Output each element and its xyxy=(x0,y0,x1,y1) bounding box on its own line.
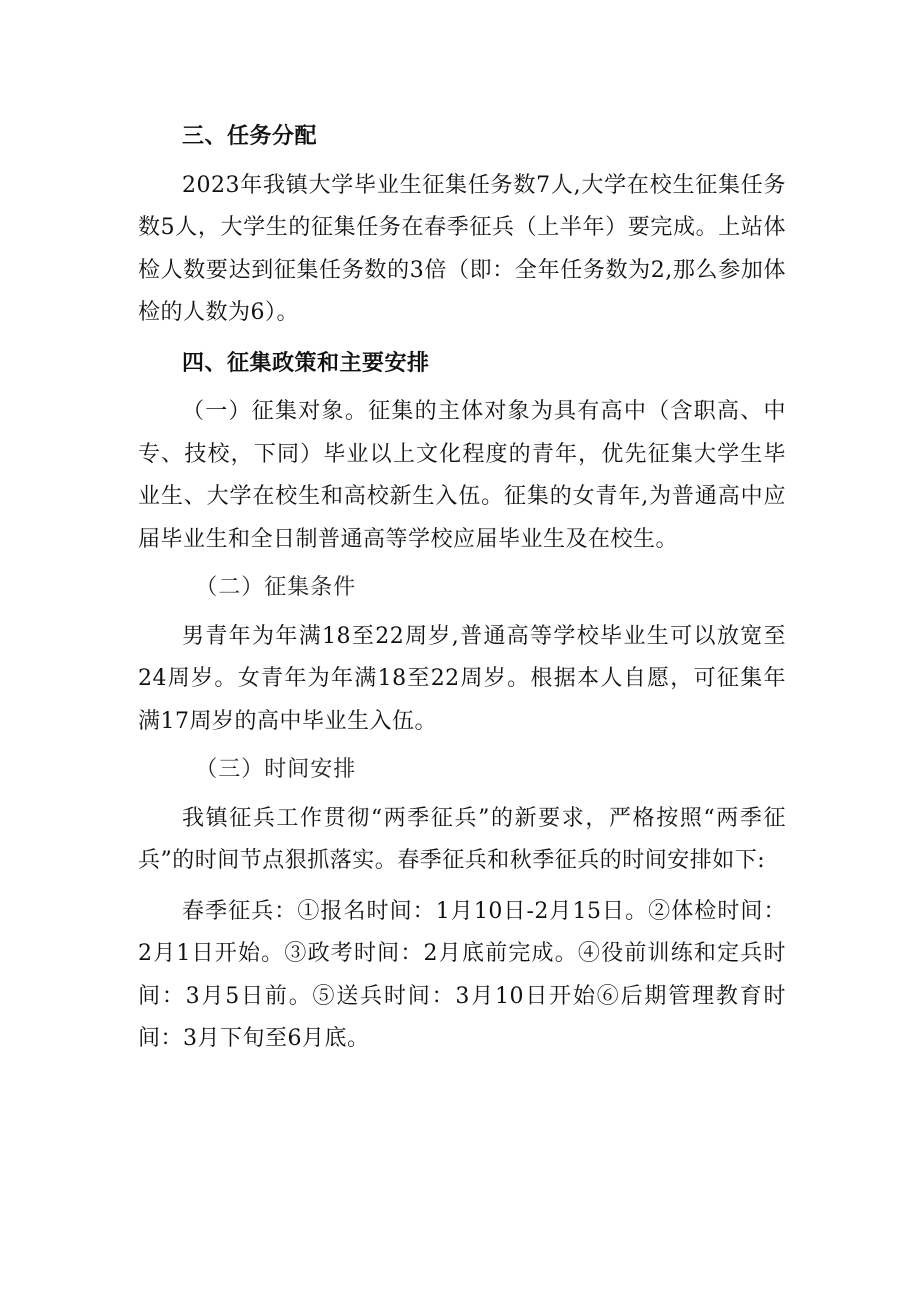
item-2-paragraph: 男青年为年满18至22周岁,普通高等学校毕业生可以放宽至24周岁。女青年为年满18至22周岁。根据本人自愿，可征集年满17周岁的高中毕业生入伍。 xyxy=(138,623,786,734)
item-3-paragraph-1: 我镇征兵工作贯彻“两季征兵”的新要求，严格按照“两季征兵”的时间节点狠抓落实。春季征兵和秋季征兵的时间安排如下: xyxy=(138,805,786,873)
spacer xyxy=(138,335,786,343)
document-page xyxy=(138,116,786,1061)
section-3-paragraph: 2023年我镇大学毕业生征集任务数7人,大学在校生征集任务数5人，大学生的征集任务在春季征兵（上半年）要完成。上站体检人数要达到征集任务数的3倍（即：全年任务数为2,那么参加体检的人数为6）。 xyxy=(138,172,786,325)
item-1-paragraph: （一）征集对象。征集的主体对象为具有高中（含职高、中专、技校，下同）毕业以上文化程度的青年，优先征集大学生毕业生、大学在校生和高校新生入伍。征集的女青年,为普通高中应届毕业生和全日制普通高等学校应届毕业生及在校生。 xyxy=(138,399,786,552)
item-3-paragraph-2: 春季征兵：①报名时间：1月10日-2月15日。②体检时间：2月1日开始。③政考时间：2月底前完成。④役前训练和定兵时间：3月5日前。⑤送兵时间：3月10日开始⑥后期管理教育时间：3月下旬至6月底。 xyxy=(138,898,786,1051)
section-4-heading: 四、征集政策和主要安排 xyxy=(182,350,430,376)
spacer xyxy=(138,883,786,891)
item-2-title: （二）征集条件 xyxy=(195,575,357,600)
section-3-heading: 三、任务分配 xyxy=(182,124,318,149)
item-3-title: （三）时间安排 xyxy=(195,757,357,782)
